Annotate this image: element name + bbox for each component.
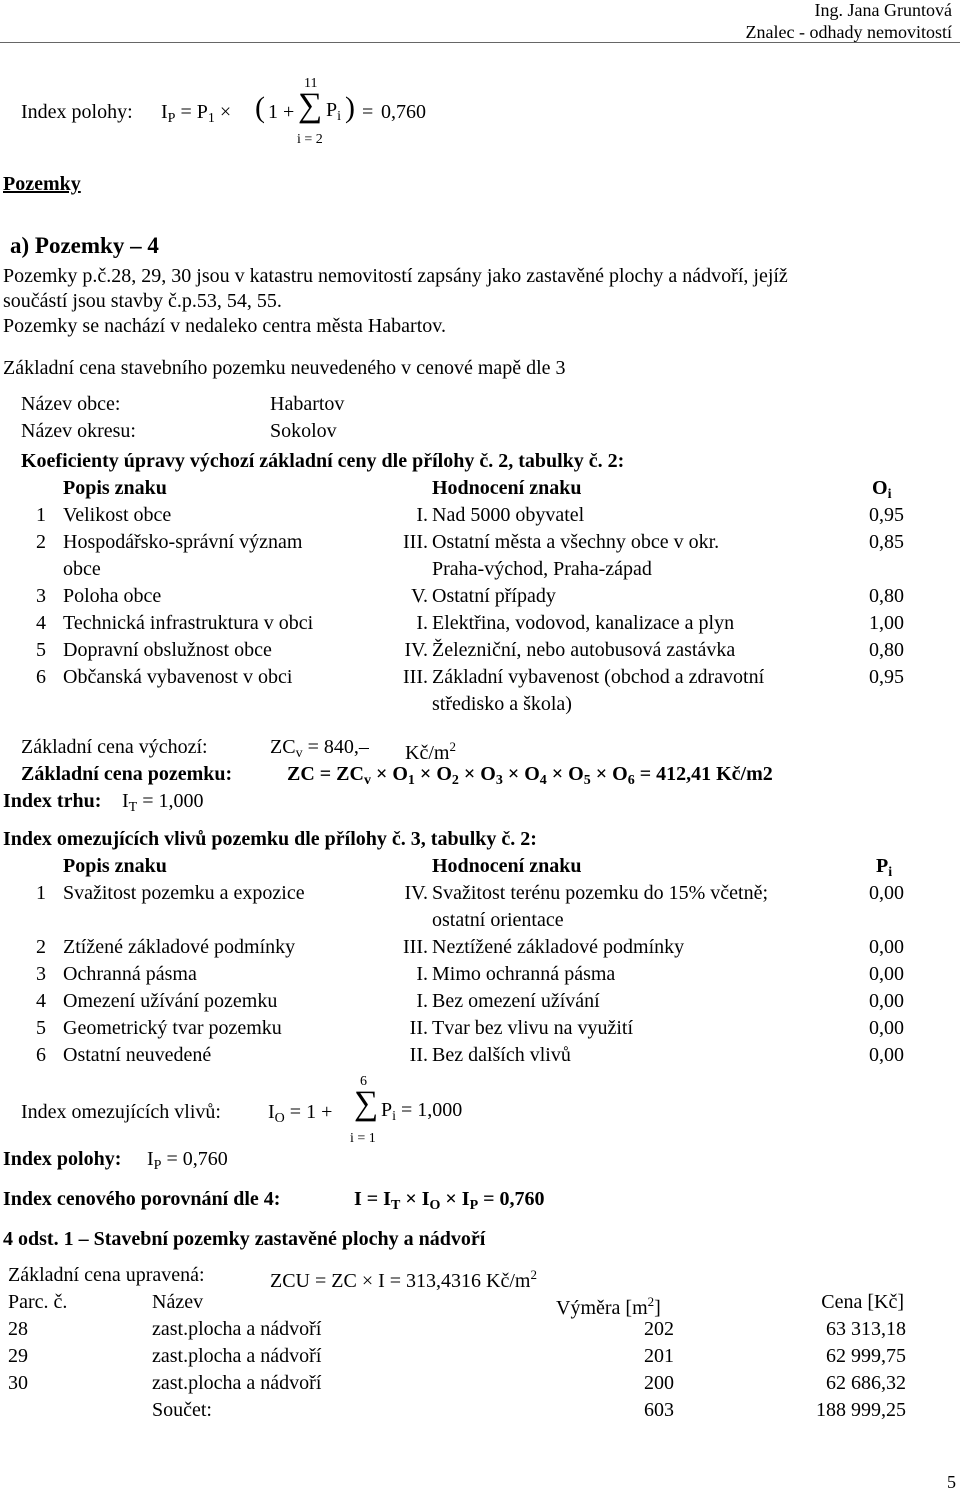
parcels-col-nazev: Název: [152, 1291, 204, 1313]
index-trhu-label: Index trhu:: [3, 790, 102, 812]
sigma-icon: ∑: [354, 1085, 379, 1122]
okres-value: Sokolov: [270, 420, 337, 442]
page-number: 5: [947, 1472, 956, 1492]
coef-row-3-hodnoceni: Ostatní případy: [432, 585, 556, 607]
coef-row-3-stupen: V.: [411, 585, 428, 607]
omez-col-p: $P_i$: [876, 855, 893, 880]
omez-row-4-hodnoceni: Bez omezení užívání: [432, 990, 600, 1012]
parcel-row-3-vymera: 200: [644, 1372, 674, 1394]
parcel-row-3-cena: 62 686,32: [826, 1372, 906, 1394]
coef-row-3-popis: Poloha obce: [63, 585, 162, 607]
coef-row-5-stupen: IV.: [404, 639, 428, 661]
coef-row-5-popis: Dopravní obslužnost obce: [63, 639, 272, 661]
parcel-row-1-parc: 28: [8, 1318, 28, 1340]
omez-col-popis: Popis znaku: [63, 855, 167, 877]
coef-row-1-hodnoceni: Nad 5000 obyvatel: [432, 504, 585, 526]
coef-col-popis: Popis znaku: [63, 477, 167, 499]
coef-row-2-popis: Hospodářsko-správní význam: [63, 531, 303, 553]
coef-row-6-value: 0,95: [869, 666, 904, 688]
coef-row-5-n: 5: [36, 639, 46, 661]
omez-row-3-stupen: I.: [416, 963, 428, 985]
coef-row-1-popis: Velikost obce: [63, 504, 172, 526]
coef-row-6-stupen: III.: [403, 666, 428, 688]
open-paren: (: [255, 91, 265, 124]
coef-row-6-hodnoceni: Základní vybavenost (obchod a zdravotní: [432, 666, 765, 688]
parcels-col-parc: Parc. č.: [8, 1291, 68, 1313]
coef-row-2-popis2: obce: [63, 558, 101, 580]
zc-pozemku-label: Základní cena pozemku:: [21, 763, 233, 785]
parcel-row-1-vymera: 202: [644, 1318, 674, 1340]
omez-row-4-value: 0,00: [869, 990, 904, 1012]
okres-label: Název okresu:: [21, 420, 136, 442]
intro-line-2: součástí jsou stavby č.p.53, 54, 55.: [3, 290, 282, 312]
coef-row-4-n: 4: [36, 612, 46, 634]
parcel-row-2-vymera: 201: [644, 1345, 674, 1367]
base-price-heading: Základní cena stavebního pozemku neuvedeného v cenové mapě dle 3: [3, 357, 566, 379]
coef-row-3-value: 0,80: [869, 585, 904, 607]
index-polohy-result-label: Index polohy:: [3, 1148, 122, 1170]
section-title: Pozemky: [3, 173, 81, 195]
omez-row-1-hodnoceni: Svažitost terénu pozemku do 15% včetně;: [432, 882, 769, 904]
omez-row-1-stupen: IV.: [404, 882, 428, 904]
index-polohy-lhs: $I_P = P_1$ ×: [161, 101, 232, 126]
parcel-row-2-cena: 62 999,75: [826, 1345, 906, 1367]
coef-row-2-hodnoceni: Ostatní města a všechny obce v okr.: [432, 531, 720, 553]
intro-line-1: Pozemky p.č.28, 29, 30 jsou v katastru nemovitostí zapsány jako zastavěné plochy a nádvoří, jejíž: [3, 265, 788, 287]
subsection-title: a) Pozemky – 4: [10, 233, 159, 258]
coef-row-2-hodnoceni2: Praha-východ, Praha-západ: [432, 558, 652, 580]
coef-row-6-hodnoceni2: středisko a škola): [432, 693, 572, 715]
omez-sum-lower: i = 1: [350, 1131, 376, 1146]
coef-row-5-value: 0,80: [869, 639, 904, 661]
coef-row-5-hodnoceni: Železniční, nebo autobusová zastávka: [432, 639, 736, 661]
omez-row-4-stupen: I.: [416, 990, 428, 1012]
header-rule: [0, 42, 960, 43]
omez-row-3-hodnoceni: Mimo ochranná pásma: [432, 963, 616, 985]
parcels-total-label: Součet:: [152, 1399, 212, 1421]
index-polohy-label: Index polohy:: [21, 101, 133, 123]
sigma-icon: ∑: [298, 87, 323, 124]
coef-col-hodnoceni: Hodnocení znaku: [432, 477, 582, 499]
close-paren: ): [345, 91, 355, 124]
omez-row-3-popis: Ochranná pásma: [63, 963, 197, 985]
coef-row-4-hodnoceni: Elektřina, vodovod, kanalizace a plyn: [432, 612, 735, 634]
parcel-row-3-nazev: zast.plocha a nádvoří: [152, 1372, 322, 1394]
omez-row-2-value: 0,00: [869, 936, 904, 958]
omez-row-3-n: 3: [36, 963, 46, 985]
parcels-total-cena: 188 999,25: [816, 1399, 906, 1421]
author-name: Ing. Jana Gruntová: [814, 0, 952, 20]
coef-row-2-value: 0,85: [869, 531, 904, 553]
zc-vychozi-unit: $Kč/m^2$: [405, 739, 456, 764]
parcel-row-1-cena: 63 313,18: [826, 1318, 906, 1340]
omez-row-5-popis: Geometrický tvar pozemku: [63, 1017, 282, 1039]
zcu-formula: ZCU = ZC × I = 313,4316 $Kč/m^2$: [270, 1267, 537, 1292]
zc-vychozi-label: Základní cena výchozí:: [21, 736, 208, 758]
parcels-col-vymera: Výměra $[m^2]$: [556, 1294, 661, 1319]
omez-heading: Index omezujících vlivů pozemku dle přílohy č. 3, tabulky č. 2:: [3, 828, 537, 850]
sum-lower-limit: i = 2: [297, 132, 323, 147]
omez-row-6-value: 0,00: [869, 1044, 904, 1066]
index-cenoveho-label: Index cenového porovnání dle 4:: [3, 1188, 281, 1210]
omez-row-2-stupen: III.: [403, 936, 428, 958]
omez-row-4-popis: Omezení užívání pozemku: [63, 990, 278, 1012]
coef-row-6-popis: Občanská vybavenost v obci: [63, 666, 293, 688]
sum-upper-limit: 11: [304, 76, 318, 91]
index-omez-label: Index omezujících vlivů:: [21, 1101, 221, 1123]
parcel-row-2-nazev: zast.plocha a nádvoří: [152, 1345, 322, 1367]
index-trhu-formula: $I_T = 1,000$: [122, 790, 204, 815]
omez-sum-term: $P_i = 1,000$: [381, 1099, 463, 1124]
stavebni-heading: 4 odst. 1 – Stavební pozemky zastavěné plochy a nádvoří: [3, 1228, 486, 1250]
coef-row-2-stupen: III.: [403, 531, 428, 553]
index-omez-lhs: $I_O = 1$ +: [268, 1101, 333, 1126]
omez-row-6-stupen: II.: [409, 1044, 428, 1066]
coef-col-o: $O_i$: [872, 477, 892, 502]
coef-row-1-value: 0,95: [869, 504, 904, 526]
index-cenoveho-formula: $I = I_T \times I_O \times I_P = 0,760$: [354, 1188, 545, 1213]
coef-row-2-n: 2: [36, 531, 46, 553]
zc-vychozi-formula: $ZC_v = 840,-$: [270, 736, 369, 761]
coef-row-6-n: 6: [36, 666, 46, 688]
omez-row-1-popis: Svažitost pozemku a expozice: [63, 882, 305, 904]
omez-row-1-hodnoceni2: ostatní orientace: [432, 909, 564, 931]
obec-value: Habartov: [270, 393, 345, 415]
coef-row-4-stupen: I.: [416, 612, 428, 634]
coef-heading: Koeficienty úpravy výchozí základní ceny dle přílohy č. 2, tabulky č. 2:: [21, 450, 625, 472]
coef-row-4-popis: Technická infrastruktura v obci: [63, 612, 314, 634]
omez-row-5-stupen: II.: [409, 1017, 428, 1039]
omez-row-5-value: 0,00: [869, 1017, 904, 1039]
index-polohy-eq: =: [362, 101, 374, 123]
coef-row-4-value: 1,00: [869, 612, 904, 634]
omez-row-5-hodnoceni: Tvar bez vlivu na využití: [432, 1017, 634, 1039]
intro-line-3: Pozemky se nachází v nedaleko centra města Habartov.: [3, 315, 446, 337]
omez-col-hodnoceni: Hodnocení znaku: [432, 855, 582, 877]
parcel-row-1-nazev: zast.plocha a nádvoří: [152, 1318, 322, 1340]
omez-row-4-n: 4: [36, 990, 46, 1012]
coef-row-1-n: 1: [36, 504, 46, 526]
omez-row-3-value: 0,00: [869, 963, 904, 985]
parcels-total-vymera: 603: [644, 1399, 674, 1421]
parcel-row-3-parc: 30: [8, 1372, 28, 1394]
omez-row-5-n: 5: [36, 1017, 46, 1039]
omez-row-2-n: 2: [36, 936, 46, 958]
author-role: Znalec - odhady nemovitostí: [745, 22, 952, 42]
parcel-row-2-parc: 29: [8, 1345, 28, 1367]
omez-row-2-popis: Ztížené základové podmínky: [63, 936, 296, 958]
coef-row-1-stupen: I.: [416, 504, 428, 526]
parcels-col-cena: Cena [Kč]: [821, 1291, 904, 1313]
omez-sum-upper: 6: [360, 1074, 367, 1089]
coef-row-3-n: 3: [36, 585, 46, 607]
omez-row-6-n: 6: [36, 1044, 46, 1066]
sum-term: $P_i$: [326, 99, 342, 124]
omez-row-2-hodnoceni: Neztížené základové podmínky: [432, 936, 685, 958]
omez-row-6-hodnoceni: Bez dalších vlivů: [432, 1044, 571, 1066]
index-polohy-result-formula: $I_P = 0,760$: [147, 1148, 228, 1173]
obec-label: Název obce:: [21, 393, 121, 415]
zc-pozemku-formula: ZC = $ZC_v \times O_1 \times O_2 \times O_3 \times O_4 \times O_5 \times O_6 = 412,41$ Kč/m2: [287, 763, 773, 788]
index-polohy-value: 0,760: [381, 101, 426, 123]
omez-row-1-value: 0,00: [869, 882, 904, 904]
omez-row-1-n: 1: [36, 882, 46, 904]
one-plus: 1 +: [268, 101, 295, 123]
omez-row-6-popis: Ostatní neuvedené: [63, 1044, 212, 1066]
zcu-label: Základní cena upravená:: [8, 1264, 205, 1286]
